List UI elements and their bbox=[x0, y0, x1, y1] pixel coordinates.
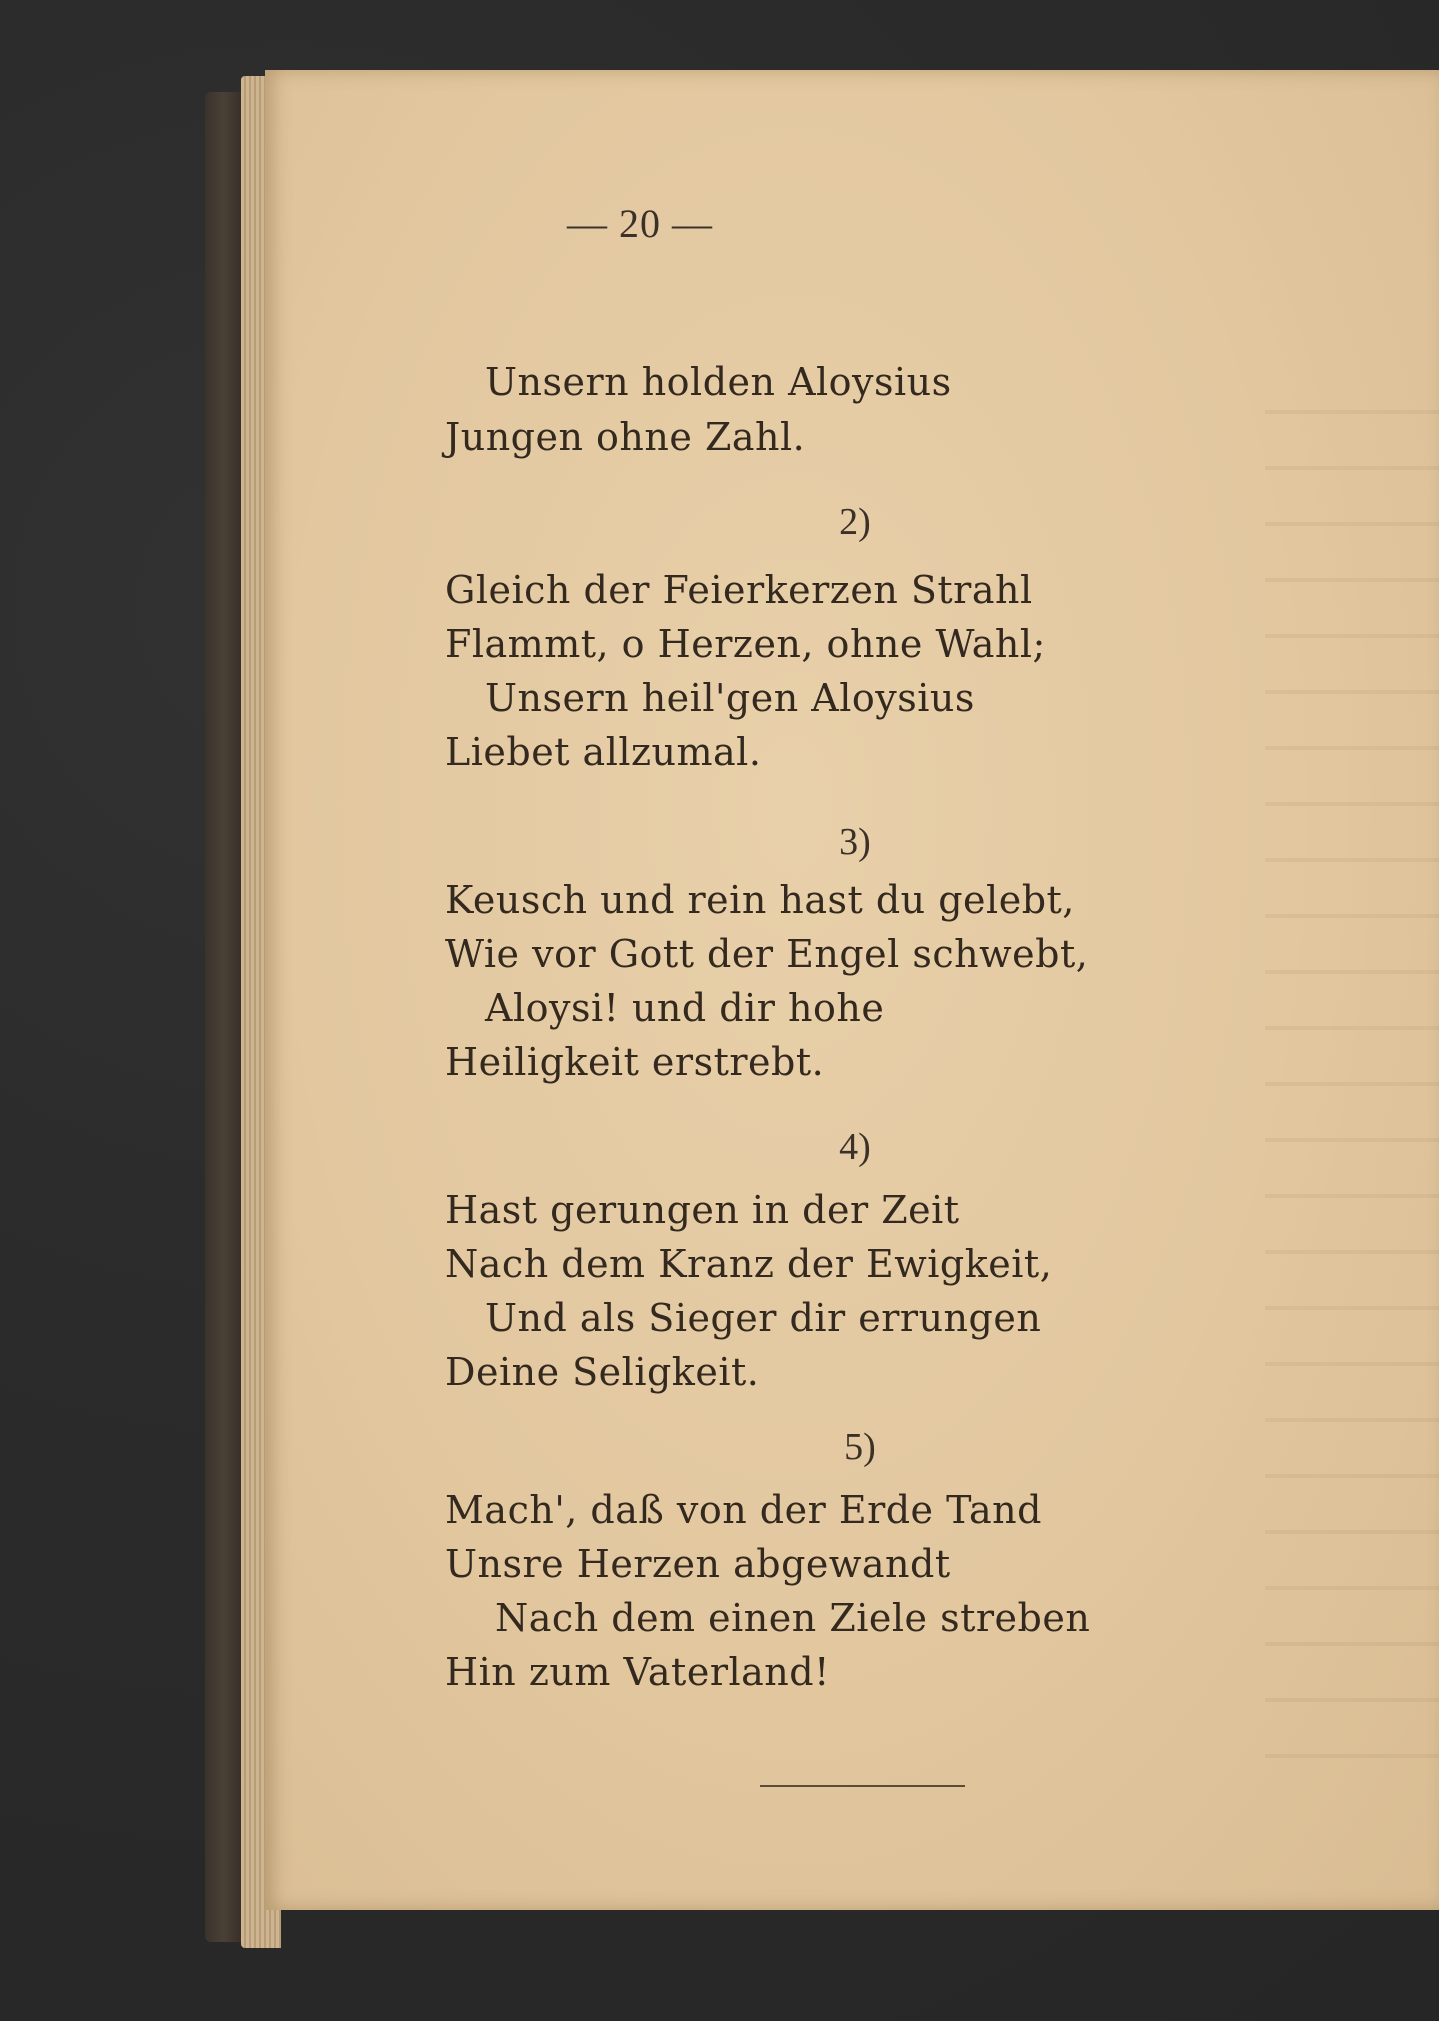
verse-line: Gleich der Feierkerzen Strahl bbox=[445, 568, 1033, 612]
verse-line: Aloysi! und dir hohe bbox=[485, 986, 885, 1030]
verse-line: Mach', daß von der Erde Tand bbox=[445, 1488, 1042, 1532]
verse-line: Unsre Herzen abgewandt bbox=[445, 1542, 951, 1586]
verse-line: Deine Seligkeit. bbox=[445, 1350, 760, 1394]
bleed-through-text bbox=[1265, 410, 1439, 1810]
verse-line: Liebet allzumal. bbox=[445, 730, 762, 774]
verse-line: Und als Sieger dir errungen bbox=[485, 1296, 1042, 1340]
verse-line: Keusch und rein hast du gelebt, bbox=[445, 878, 1075, 922]
verse-line: Flammt, o Herzen, ohne Wahl; bbox=[445, 622, 1046, 666]
verse-line: Nach dem Kranz der Ewigkeit, bbox=[445, 1242, 1053, 1286]
verse-line: Unsern heil'gen Aloysius bbox=[485, 676, 975, 720]
verse-line: Unsern holden Aloysius bbox=[485, 360, 952, 404]
end-rule bbox=[760, 1785, 965, 1787]
verse-line: Wie vor Gott der Engel schwebt, bbox=[445, 932, 1089, 976]
stanza-number: 5) bbox=[844, 1426, 876, 1468]
stanza-number: 3) bbox=[839, 821, 871, 863]
verse-line: Hast gerungen in der Zeit bbox=[445, 1188, 960, 1232]
verse-line: Jungen ohne Zahl. bbox=[445, 415, 806, 459]
page-number: — 20 — bbox=[567, 201, 713, 246]
verse-line: Nach dem einen Ziele streben bbox=[495, 1596, 1091, 1640]
verse-line: Heiligkeit erstrebt. bbox=[445, 1040, 825, 1084]
stanza-number: 4) bbox=[839, 1126, 871, 1168]
stanza-number: 2) bbox=[839, 501, 871, 543]
verse-line: Hin zum Vaterland! bbox=[445, 1650, 830, 1694]
